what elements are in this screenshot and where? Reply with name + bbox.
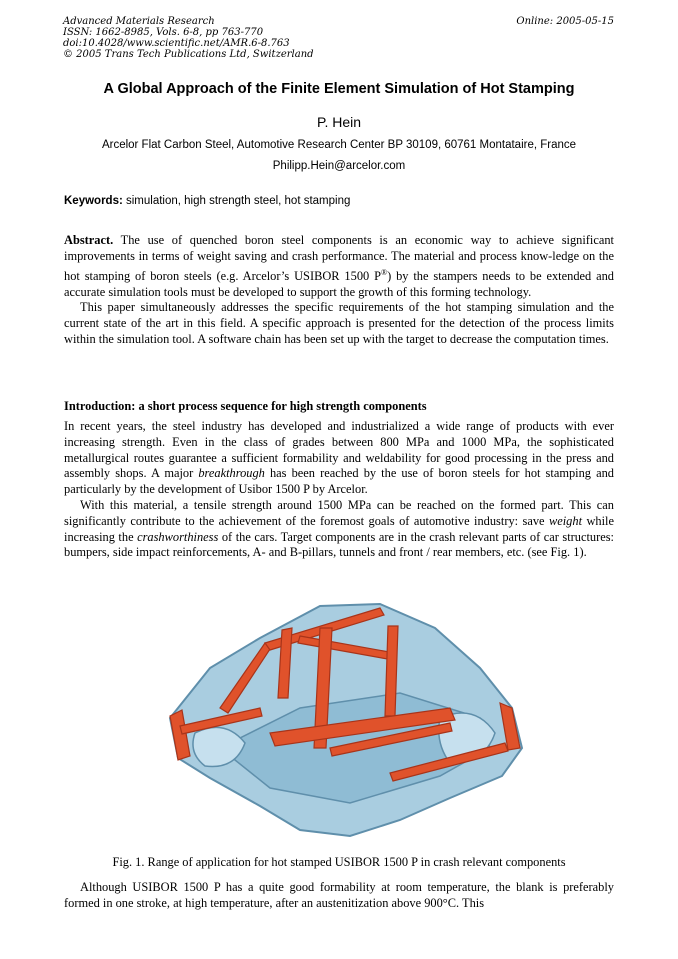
abstract-paragraph-1 bbox=[64, 233, 614, 300]
figure-caption: Fig. 1. Range of application for hot stamped USIBOR 1500 P in crash relevant components bbox=[112, 855, 566, 869]
continuation-paragraph: Although USIBOR 1500 P has a quite good formability at room temperature, the blank is preferably formed in one stroke, at high temperature, after an austenitization above 900°C. This bbox=[64, 880, 614, 910]
abstract-text-a: The use of quenched boron steel components is an economic way to achieve significant improvements in terms of weight saving and crash performance. The material and process know-ledge on the hot stamping of boron steels (e.g. Arcelor’s USIBOR 1500 P bbox=[64, 233, 614, 283]
keywords-label: Keywords: bbox=[64, 195, 123, 207]
abstract bbox=[64, 233, 614, 348]
intro-p2-emphasis-2: crashworthiness bbox=[137, 529, 219, 544]
doi-line: doi:10.4028/www.scientific.net/AMR.6-8.763 bbox=[63, 38, 290, 49]
intro-p2-text-c: of the cars. Target components are in the crash relevant parts of car structures: bumpers, side impact reinforcements, A- and B-pillars, tunnels and front / rear members, etc. (see Fig. 1). bbox=[64, 529, 614, 560]
intro-p2-emphasis-1: weight bbox=[548, 513, 583, 528]
author-name: P. Hein bbox=[316, 114, 362, 130]
intro-p2-text-a: With this material, a tensile strength around 1500 MPa can be reached on the formed part. This can significantly contribute to the achievement of the foremost goals of automotive industry: save bbox=[64, 497, 614, 528]
section-heading-introduction: Introduction: a short process sequence for high strength components bbox=[64, 399, 427, 413]
affiliation: Arcelor Flat Carbon Steel, Automotive Research Center BP 30109, 60761 Montataire, France bbox=[101, 139, 577, 151]
keywords bbox=[64, 195, 350, 207]
intro-p1-emphasis: breakthrough bbox=[198, 466, 265, 481]
body-continuation bbox=[64, 880, 614, 912]
keywords-text: simulation, high strength steel, hot stamping bbox=[126, 195, 351, 207]
abstract-paragraph-2: This paper simultaneously addresses the specific requirements of the hot stamping simulation and the current state of the art in this field. A specific approach is presented for the detection of the process limits within the simulation tool. A software chain has been set up with the target to decrease the computation times. bbox=[64, 300, 614, 346]
car-body-structure-figure bbox=[150, 598, 530, 838]
copyright-line: © 2005 Trans Tech Publications Ltd, Switzerland bbox=[63, 49, 314, 60]
paper-title: A Global Approach of the Finite Element Simulation of Hot Stamping bbox=[103, 81, 575, 97]
b-pillar-right bbox=[385, 626, 398, 716]
abstract-text-b: ) by the stampers needs to be extended and accurate simulation tools must be developed to support the growth of this forming technology. bbox=[64, 268, 614, 299]
journal-name: Advanced Materials Research bbox=[63, 16, 215, 27]
intro-paragraph-1 bbox=[64, 419, 614, 498]
introduction-body bbox=[64, 419, 614, 561]
registered-mark: ® bbox=[380, 267, 388, 277]
issn-line: ISSN: 1662-8985, Vols. 6-8, pp 763-770 bbox=[63, 27, 264, 38]
intro-paragraph-2 bbox=[64, 498, 614, 561]
intro-p2-text-b: while increasing the bbox=[64, 513, 614, 544]
intro-p1-text-b: has been reached by the use of boron steels for hot stamping and particularly by the development of Usibor 1500 P by Arcelor. bbox=[64, 466, 614, 497]
intro-p1-text-a: In recent years, the steel industry has developed and industrialized a wide range of products with ever increasing strength. Even in the class of grades between 800 MPa and 1000 MPa, the sophisticated metallurgical routes guarantee a sufficient formability and weldability for good processing in the press and assembly shops. A major bbox=[64, 419, 614, 481]
author-email[interactable]: Philipp.Hein@arcelor.com bbox=[272, 160, 406, 172]
journal-header bbox=[63, 16, 314, 60]
abstract-label: Abstract. bbox=[64, 233, 114, 247]
online-date: Online: 2005-05-15 bbox=[516, 16, 614, 27]
